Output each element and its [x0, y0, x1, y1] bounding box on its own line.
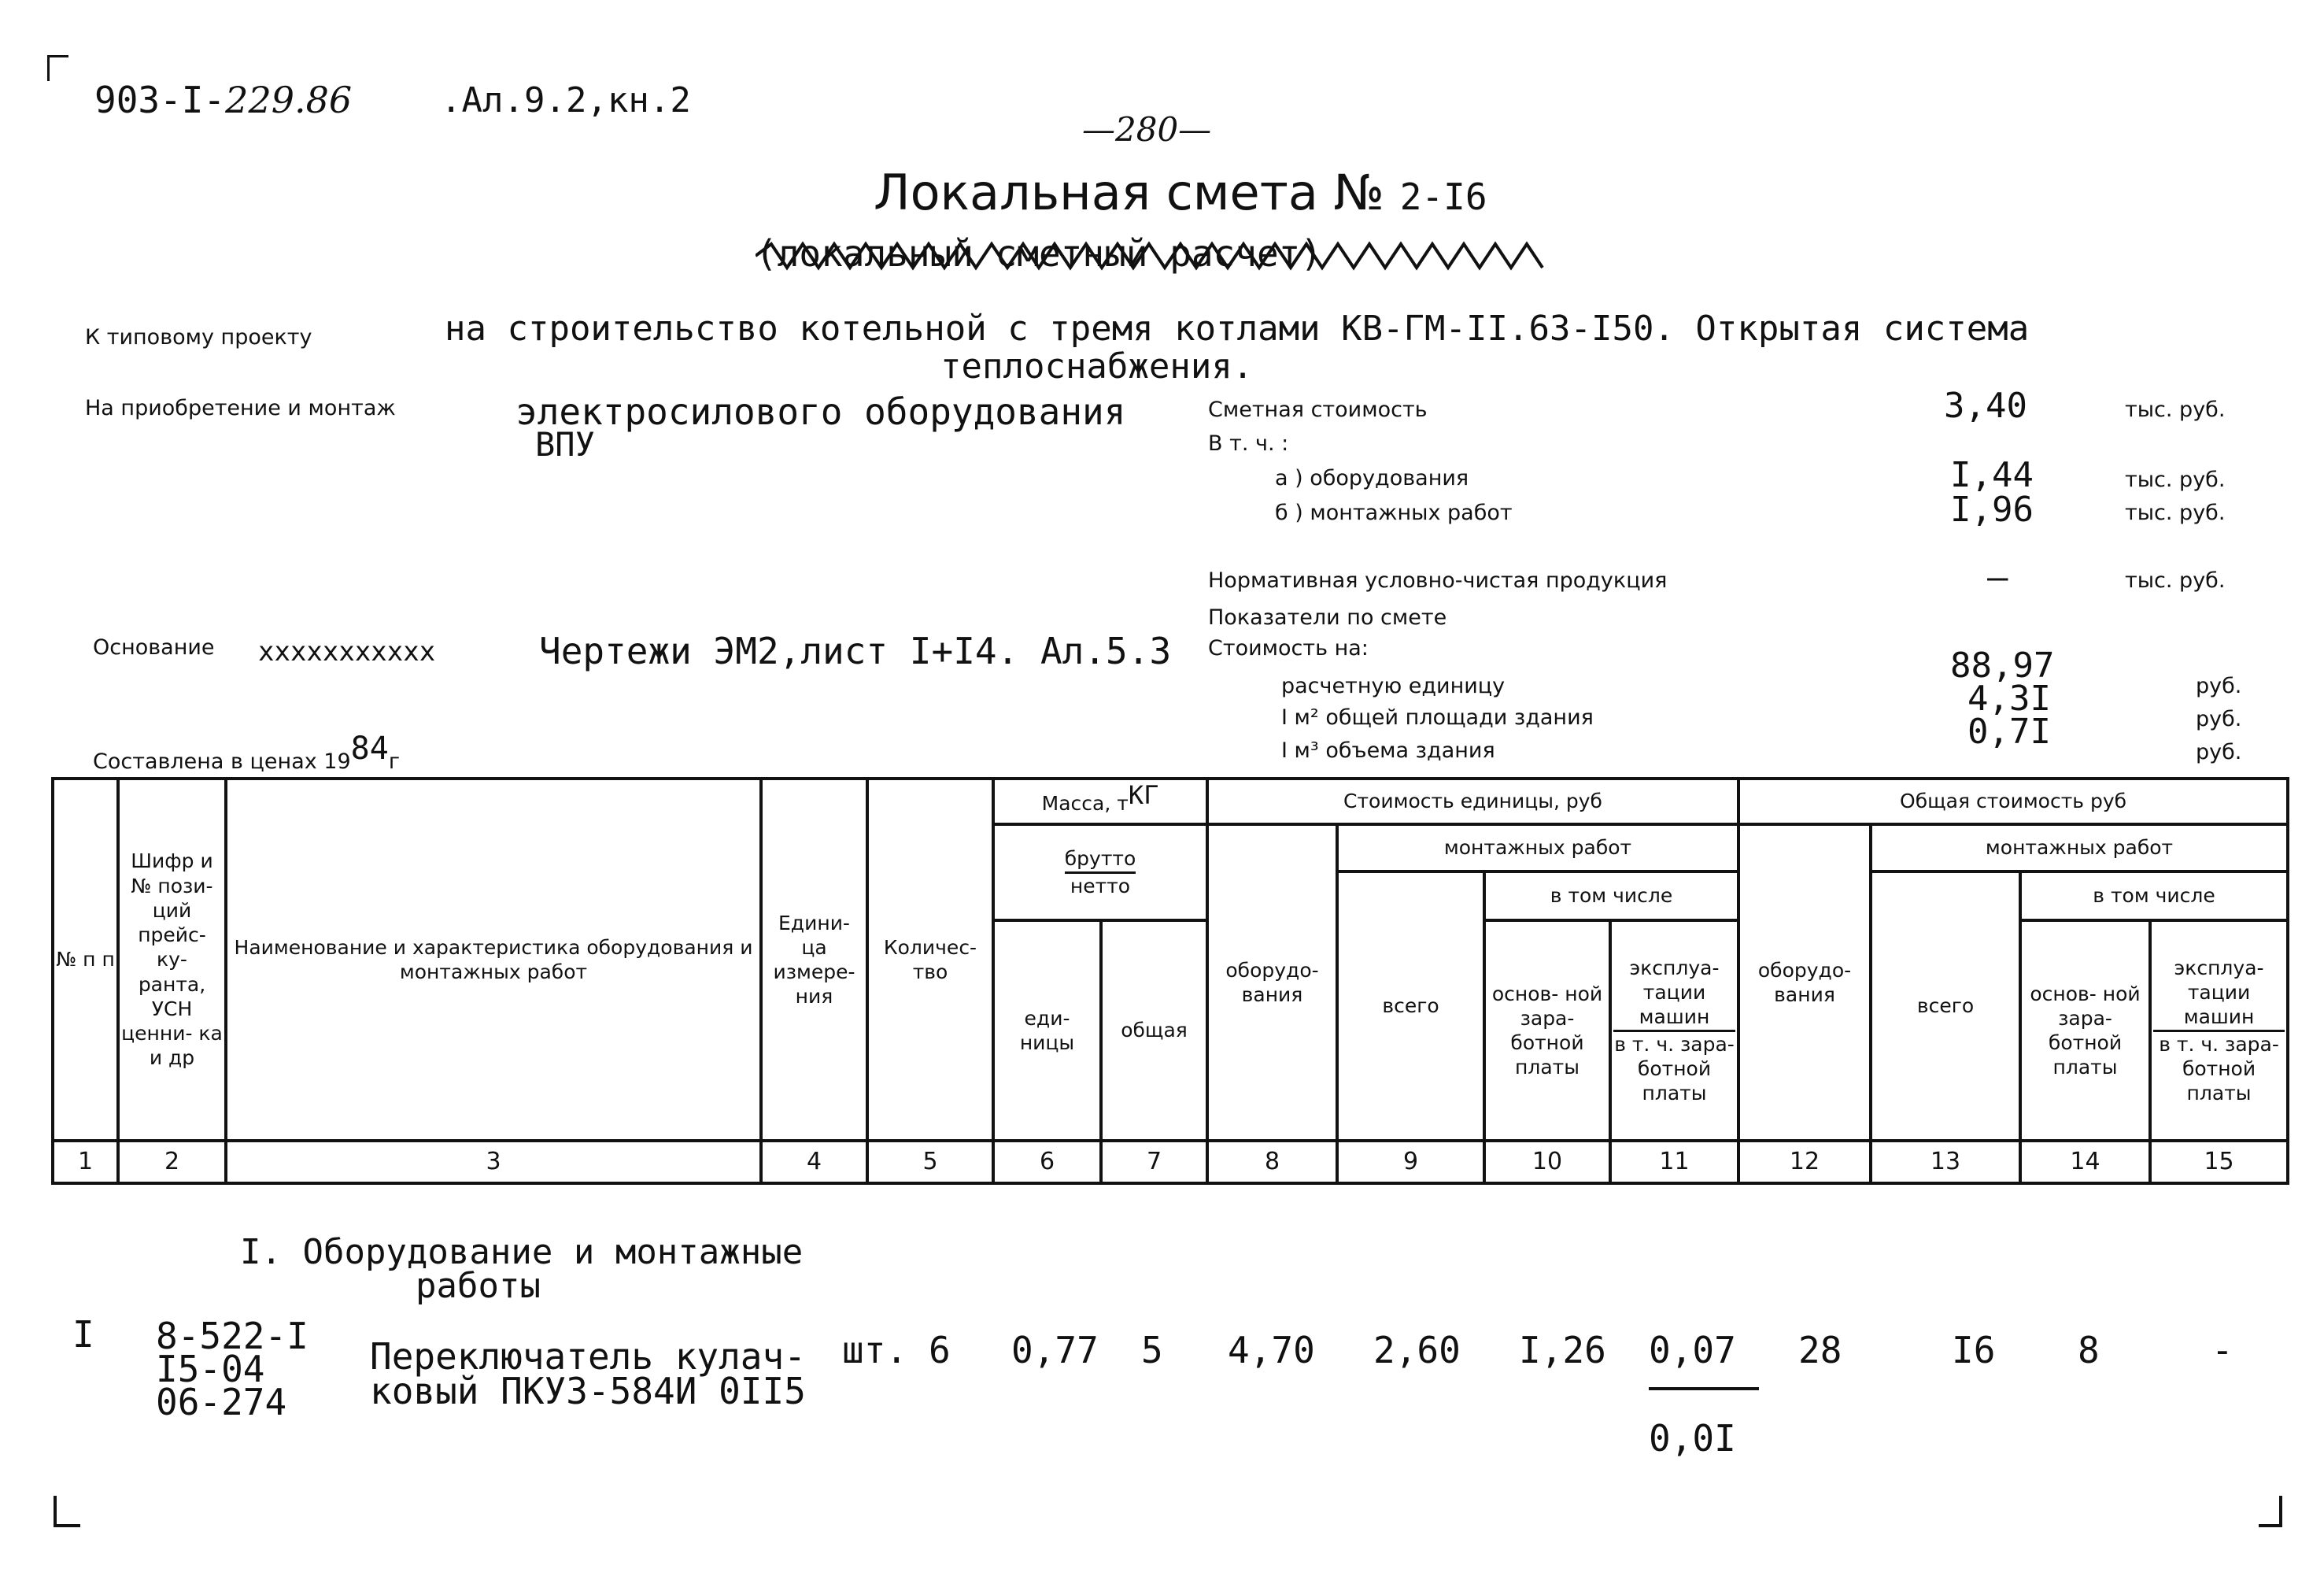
mounting-cost-value: I,96: [1950, 490, 2034, 530]
page-title-text: Локальная смета №: [874, 164, 1385, 221]
document-code-handwritten: 229.86: [225, 79, 353, 121]
equipment-cost-label: а ) оборудования: [1275, 466, 1469, 490]
header-brutto: брутто: [1065, 846, 1136, 873]
corner-mark-bottom-left: [54, 1496, 80, 1527]
item-machine: 0,07: [1649, 1329, 1736, 1371]
item-total-machine: -: [2211, 1329, 2233, 1371]
mounting-cost-label: б ) монтажных работ: [1275, 501, 1513, 525]
item-code-line1: 8-522-I: [156, 1315, 309, 1357]
header-machine-text: эксплуа- тации машин: [1613, 956, 1735, 1032]
project-text-line2: теплоснабжения.: [940, 346, 1254, 387]
area-label: I м² общей площади здания: [1281, 705, 1594, 730]
item-number: I: [72, 1313, 94, 1356]
col-number: 10: [1484, 1141, 1610, 1183]
compiled-label: Составлена в ценах 19: [93, 749, 351, 774]
header-total-equipment: оборудо- вания: [1738, 824, 1871, 1141]
document-reference: .Ал.9.2,кн.2: [441, 80, 691, 120]
header-mounting-all: всего: [1337, 871, 1484, 1141]
col-number: 4: [761, 1141, 867, 1183]
compiled-in-prices: [93, 731, 401, 776]
col-number: 2: [118, 1141, 226, 1183]
document-code: [94, 79, 352, 121]
indicators-label: Показатели по смете: [1208, 605, 1447, 630]
item-total-equipment: 28: [1798, 1329, 1842, 1371]
project-label: К типовому проекту: [85, 325, 312, 350]
header-total-wage: основ- ной зара- ботной платы: [2020, 920, 2150, 1141]
item-wage: I,26: [1519, 1329, 1606, 1371]
header-unit-cost: Стоимость единицы, руб: [1207, 779, 1738, 824]
header-total-mounting-all: всего: [1871, 871, 2020, 1141]
item-equipment-cost: 4,70: [1228, 1329, 1315, 1371]
section-title-line1: I. Оборудование и монтажные: [240, 1232, 804, 1272]
item-total-mounting: I6: [1952, 1329, 1996, 1371]
item-machine-fraction-bar: [1649, 1387, 1759, 1390]
struck-subtitle: [756, 232, 1322, 275]
purpose-text-line2: ВПУ: [535, 425, 595, 464]
project-text-line1: на строительство котельной с тремя котлами КВ-ГМ-II.63-I50. Открытая система: [445, 309, 2030, 349]
header-code: Шифр и № пози- ций прейс- ку- ранта, УСН ценни- ка и др: [118, 779, 226, 1141]
header-mass: [993, 779, 1207, 824]
col-number: 8: [1207, 1141, 1337, 1183]
cost-on-label: Стоимость на:: [1208, 636, 1369, 660]
estimate-cost-label: Сметная стоимость: [1208, 398, 1428, 422]
estimate-number: 2-I6: [1399, 176, 1487, 218]
page-number: —280—: [1082, 110, 1212, 149]
compiled-suffix: г: [388, 749, 401, 774]
document-code-prefix: 903-I-: [94, 79, 226, 121]
area-unit: руб.: [2196, 707, 2242, 731]
compiled-year: 84: [350, 731, 389, 767]
page-title: [874, 164, 1487, 221]
item-name-line1: Переключатель кулач-: [370, 1335, 806, 1378]
normative-value: –: [1987, 557, 2008, 598]
col-number: 13: [1871, 1141, 2020, 1183]
col-number: 7: [1101, 1141, 1207, 1183]
mounting-cost-unit: тыс. руб.: [2125, 501, 2226, 525]
estimate-cost-value: 3,40: [1944, 386, 2027, 426]
purpose-text-line1: электросилового оборудования: [515, 390, 1126, 433]
header-wage: основ- ной зара- ботной платы: [1484, 920, 1610, 1141]
strike-overlay: [756, 232, 1558, 279]
purpose-label: На приобретение и монтаж: [85, 396, 396, 420]
header-mass-text: Масса, т: [1041, 792, 1129, 815]
header-no: № п п: [53, 779, 118, 1141]
column-numbers-row: [53, 1141, 2288, 1183]
header-total-machine: [2150, 920, 2288, 1141]
basis-struck-text: [258, 636, 435, 668]
item-mass-unit: 0,77: [1011, 1329, 1099, 1371]
header-name: Наименование и характеристика оборудования и монтажных работ: [226, 779, 761, 1141]
item-total-wage: 8: [2078, 1329, 2100, 1371]
item-code-line2: I5-04: [156, 1348, 265, 1390]
item-mass-total: 5: [1141, 1329, 1163, 1371]
equipment-cost-value: I,44: [1950, 455, 2034, 495]
equipment-cost-unit: тыс. руб.: [2125, 468, 2226, 492]
volume-unit: руб.: [2196, 740, 2242, 764]
col-number: 14: [2020, 1141, 2150, 1183]
volume-value: 0,7I: [1967, 712, 2051, 752]
header-total-machine-text: эксплуа- тации машин: [2153, 956, 2285, 1032]
volume-label: I м³ объема здания: [1281, 738, 1495, 763]
item-quantity: 6: [929, 1329, 951, 1371]
estimate-cost-unit: тыс. руб.: [2125, 398, 2226, 422]
header-total-including: в том числе: [2020, 871, 2288, 920]
item-unit: шт.: [842, 1329, 908, 1371]
header-total-machine-wage: в т. ч. зара- ботной платы: [2159, 1032, 2279, 1105]
corner-mark-bottom-right: [2259, 1496, 2282, 1527]
corner-mark-top-left: [47, 55, 68, 81]
normative-unit: тыс. руб.: [2125, 568, 2226, 593]
area-value: 4,3I: [1967, 679, 2051, 719]
col-number: 6: [993, 1141, 1101, 1183]
item-machine-wage: 0,0I: [1649, 1417, 1736, 1460]
item-name-line2: ковый ПКУЗ-584И 0II5: [370, 1370, 806, 1412]
header-equipment: оборудо- вания: [1207, 824, 1337, 1141]
basis-text: Чертежи ЭМ2,лист I+I4. Ал.5.3: [539, 630, 1172, 672]
section-title-line2: работы: [416, 1266, 541, 1306]
including-label: В т. ч. :: [1208, 431, 1289, 456]
header-unit: Едини- ца измере- ния: [761, 779, 867, 1141]
col-number: 3: [226, 1141, 761, 1183]
header-mass-total: общая: [1101, 920, 1207, 1141]
basis-label: Основание: [93, 635, 215, 660]
header-mounting: монтажных работ: [1337, 824, 1738, 871]
col-number: 11: [1610, 1141, 1738, 1183]
col-number: 15: [2150, 1141, 2288, 1183]
item-code-line3: 06-274: [156, 1381, 287, 1423]
col-number: 1: [53, 1141, 118, 1183]
header-quantity: Количес- тво: [867, 779, 993, 1141]
header-machine-wage: в т. ч. зара- ботной платы: [1614, 1032, 1735, 1105]
calc-unit-unit: руб.: [2196, 674, 2242, 698]
header-total-mounting: монтажных работ: [1871, 824, 2288, 871]
col-number: 5: [867, 1141, 993, 1183]
header-total-cost: Общая стоимость руб: [1738, 779, 2288, 824]
header-netto: нетто: [1070, 874, 1131, 897]
item-mounting-total: 2,60: [1373, 1329, 1461, 1371]
header-mass-handwritten: КГ: [1128, 780, 1159, 810]
normative-label: Нормативная условно-чистая продукция: [1208, 568, 1668, 593]
calc-unit-value: 88,97: [1950, 646, 2055, 686]
struck-subtitle-text: (локальный сметный расчет): [756, 232, 1323, 275]
header-machine: [1610, 920, 1738, 1141]
estimate-table: [51, 777, 2289, 1185]
header-including: в том числе: [1484, 871, 1738, 920]
basis-struck-value: xxxxxxxxxxx: [258, 636, 436, 668]
col-number: 12: [1738, 1141, 1871, 1183]
calc-unit-label: расчетную единицу: [1281, 674, 1506, 698]
header-mass-unit: еди- ницы: [993, 920, 1101, 1141]
col-number: 9: [1337, 1141, 1484, 1183]
header-brutto-netto: [993, 824, 1207, 920]
